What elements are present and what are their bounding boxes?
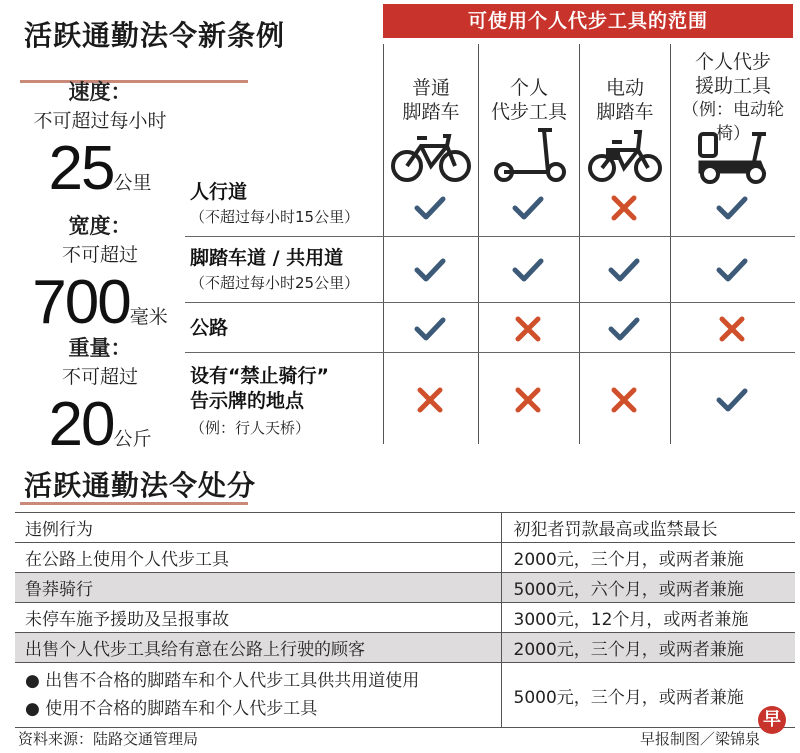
- check-icon: [412, 193, 448, 223]
- weight-spec: [20, 332, 180, 460]
- weight-label: 重量：: [68, 336, 132, 360]
- offence-cell: 在公路上使用个人代步工具: [15, 543, 501, 573]
- offence-cell: 未停车施予援助及呈报事故: [15, 603, 501, 633]
- speed-number: 25: [48, 134, 114, 203]
- table-row: [15, 573, 795, 603]
- scope-header: 可使用个人代步工具的范围: [383, 4, 793, 38]
- weight-number: 20: [48, 390, 114, 459]
- grouped-offences: [15, 663, 501, 728]
- check-icon: [412, 255, 448, 285]
- width-spec: [20, 210, 180, 338]
- zaobao-logo: 早: [758, 706, 786, 734]
- penalty-header: 初犯者罚款最高或监禁最长: [501, 513, 795, 543]
- speed-unit: 公里: [113, 172, 152, 194]
- check-icon: [714, 385, 750, 415]
- width-number: 700: [32, 268, 130, 337]
- bullet-item: ● 使用不合格的脚踏车和个人代步工具: [25, 699, 318, 719]
- check-icon: [510, 255, 546, 285]
- table-row: [15, 603, 795, 633]
- check-icon: [606, 314, 642, 344]
- column-header-bicycle: 普通 脚踏车: [402, 77, 460, 123]
- offence-cell: 鲁莽骑行: [15, 573, 501, 603]
- check-icon: [606, 255, 642, 285]
- cross-icon: [510, 385, 546, 415]
- check-icon: [510, 193, 546, 223]
- bullet-item: ● 出售不合格的脚踏车和个人代步工具供共用道使用: [25, 671, 420, 691]
- speed-spec: [20, 76, 180, 204]
- row-separator: [185, 352, 795, 353]
- row-label-cycling-path: 脚踏车道 / 共用道 （不超过每小时25公里）: [190, 247, 360, 292]
- penalties-table: [15, 512, 795, 728]
- row-label-road: 公路: [190, 317, 229, 339]
- mobility-scooter-icon: [694, 128, 774, 184]
- penalties-header-row: [15, 513, 795, 543]
- column-header-ebike: 电动 脚踏车: [596, 77, 654, 123]
- speed-sub: 不可超过每小时: [33, 110, 167, 132]
- penalties-title: 活跃通勤法令处分: [24, 469, 257, 502]
- kick-scooter-icon: [494, 128, 566, 184]
- penalty-cell: 2000元，三个月，或两者兼施: [501, 543, 795, 573]
- penalty-cell: 5000元，六个月，或两者兼施: [501, 573, 795, 603]
- width-label: 宽度：: [68, 214, 132, 238]
- check-icon: [714, 193, 750, 223]
- offence-cell: 出售个人代步工具给有意在公路上行驶的顾客: [15, 633, 501, 663]
- column-header-pmad: 个人代步 援助工具 （例：电动轮椅）: [682, 51, 784, 144]
- bullet-icon: ●: [25, 671, 46, 691]
- cross-icon: [510, 314, 546, 344]
- width-unit: 毫米: [129, 306, 168, 328]
- check-icon: [412, 314, 448, 344]
- row-label-no-riding-zone: 设有“禁止骑行” 告示牌的地点 （例：行人天桥）: [190, 365, 329, 437]
- cross-icon: [412, 385, 448, 415]
- weight-sub: 不可超过: [61, 366, 138, 388]
- page-title: 活跃通勤法令新条例: [24, 19, 286, 52]
- table-row: [15, 543, 795, 573]
- offence-header: 违例行为: [15, 513, 501, 543]
- row-separator: [185, 302, 795, 303]
- penalties-underline: [20, 502, 248, 505]
- bicycle-icon: [391, 128, 471, 184]
- electric-bicycle-icon: [588, 128, 662, 184]
- row-separator: [185, 236, 795, 237]
- speed-label: 速度：: [68, 80, 132, 104]
- bullet-icon: ●: [25, 699, 46, 719]
- cross-icon: [606, 193, 642, 223]
- check-icon: [714, 255, 750, 285]
- source-note: 资料来源：陆路交通管理局: [18, 730, 199, 748]
- column-header-pmd: 个人 代步工具: [490, 77, 567, 123]
- table-row: [15, 633, 795, 663]
- row-label-sidewalk: 人行道 （不超过每小时15公里）: [190, 181, 360, 226]
- penalty-cell: 3000元，12个月，或两者兼施: [501, 603, 795, 633]
- table-row-grouped: [15, 663, 795, 728]
- cross-icon: [714, 314, 750, 344]
- penalty-cell: 2000元，三个月，或两者兼施: [501, 633, 795, 663]
- cross-icon: [606, 385, 642, 415]
- penalty-cell: 5000元，三个月，或两者兼施: [501, 663, 795, 728]
- credit-note: 早报制图／梁锦泉: [639, 730, 760, 748]
- weight-unit: 公斤: [113, 428, 152, 450]
- width-sub: 不可超过: [61, 244, 138, 266]
